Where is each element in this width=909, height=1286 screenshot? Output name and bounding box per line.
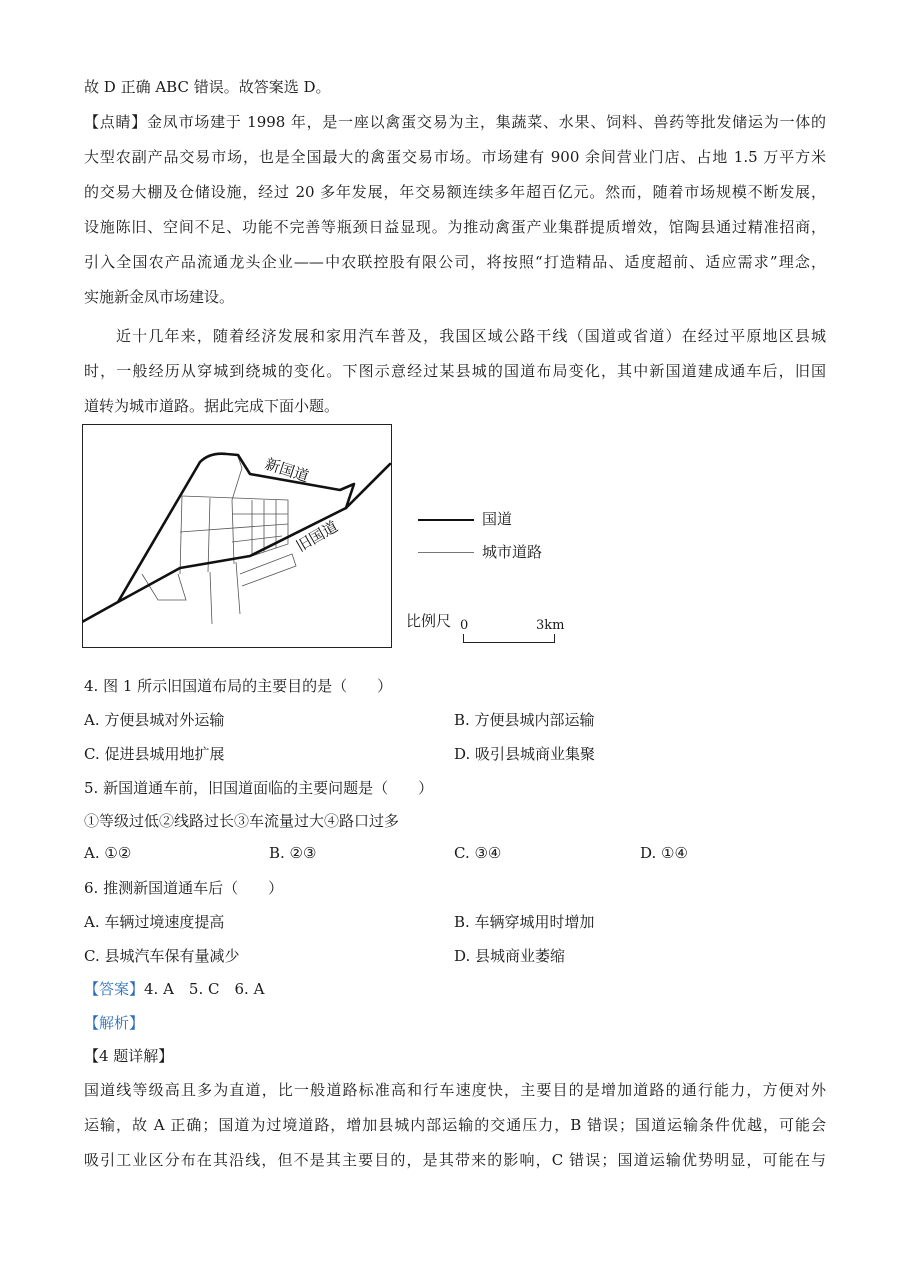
dianjing-tag: 【点睛】	[84, 113, 148, 131]
city-roads	[142, 454, 296, 624]
city-road	[236, 562, 240, 614]
q6-option-a: A. 车辆过境速度提高	[84, 913, 225, 931]
city-road-swatch	[418, 552, 474, 553]
q5-option-a: A. ①②	[84, 844, 132, 862]
city-road	[232, 500, 234, 564]
question-6-stem: 6. 推测新国道通车后（ ）	[84, 879, 284, 897]
intro-line-1: 近十几年来，随着经济发展和家用汽车普及，我国区域公路干线（国道或省道）在经过平原地区县城	[116, 327, 826, 345]
county-road-map	[82, 424, 392, 648]
city-road	[210, 572, 212, 624]
answer-line	[84, 978, 264, 999]
city-road	[180, 496, 182, 574]
dianjing-line-4: 设施陈旧、空间不足、功能不完善等瓶颈日益显现。为推动禽蛋产业集群提质增效，馆陶县通过精准招商，	[84, 218, 826, 236]
dianjing-line-1	[84, 111, 826, 132]
city-road	[208, 498, 210, 572]
answer-tag: 【答案】	[84, 980, 145, 998]
detail-line-2: 运输，故 A 正确；国道为过境道路，增加县城内部运输的交通压力，B 错误；国道运输条件优越，可能会	[84, 1116, 826, 1134]
q4-option-c: C. 促进县城用地扩展	[84, 745, 225, 763]
detail-line-1: 国道线等级高且多为直道，比一般道路标准高和行车速度快，主要目的是增加道路的通行能力，方便对外	[84, 1081, 826, 1099]
city-road	[180, 524, 288, 532]
dianjing-line-5: 引入全国农产品流通龙头企业——中农联控股有限公司，将按照“打造精品、适度超前、适应需求”理念，	[84, 253, 826, 271]
q4-option-d: D. 吸引县城商业集聚	[454, 745, 596, 763]
city-road	[182, 496, 288, 556]
q5-option-d: D. ①④	[640, 844, 688, 862]
q6-option-d: D. 县城商业萎缩	[454, 947, 566, 965]
scale-label: 比例尺	[406, 612, 452, 630]
previous-answer-conclusion: 故 D 正确 ABC 错误。故答案选 D。	[84, 78, 331, 96]
question-5-stem: 5. 新国道通车前，旧国道面临的主要问题是（ ）	[84, 779, 434, 797]
q4-option-a: A. 方便县城对外运输	[84, 711, 225, 729]
q5-option-b: B. ②③	[269, 844, 317, 862]
question-4-stem: 4. 图 1 所示旧国道布局的主要目的是（ ）	[84, 677, 393, 695]
city-road	[240, 554, 296, 586]
city-road-legend-label: 城市道路	[482, 543, 543, 561]
detail-tag: 【4 题详解】	[84, 1047, 174, 1065]
answer-text: 4. A 5. C 6. A	[144, 980, 265, 998]
scale-bar	[463, 634, 555, 643]
q6-option-c: C. 县城汽车保有量减少	[84, 947, 240, 965]
map-frame	[83, 425, 392, 648]
scale-end: 3km	[536, 618, 565, 633]
q6-option-b: B. 车辆穿城用时增加	[454, 913, 595, 931]
new-road-label: 新国道	[262, 454, 312, 486]
national-roads	[82, 454, 390, 622]
dianjing-line-2: 大型农副产品交易市场，也是全国最大的禽蛋交易市场。市场建有 900 余间营业门店、占地 1.5 万平方米	[84, 148, 826, 166]
map-svg	[82, 424, 392, 648]
city-road	[232, 536, 282, 542]
detail-line-3: 吸引工业区分布在其沿线，但不是其主要目的，是其带来的影响，C 错误；国道运输优势明显，可能在与	[84, 1151, 826, 1169]
question-5-items: ①等级过低②线路过长③车流量过大④路口过多	[84, 812, 400, 830]
national-road-swatch	[418, 519, 474, 521]
intro-line-2: 时，一般经历从穿城到绕城的变化。下图示意经过某县城的国道布局变化，其中新国道建成通车后，旧国	[84, 362, 826, 380]
dianjing-text: 金凤市场建于 1998 年，是一座以禽蛋交易为主，集蔬菜、水果、饲料、兽药等批发储运为一体的	[147, 113, 826, 131]
intro-line-3: 道转为城市道路。据此完成下面小题。	[84, 397, 340, 415]
analysis-tag: 【解析】	[84, 1014, 145, 1032]
q4-option-b: B. 方便县城内部运输	[454, 711, 595, 729]
q5-option-c: C. ③④	[454, 844, 502, 862]
dianjing-line-3: 的交易大棚及仓储设施，经过 20 多年发展，年交易额连续多年超百亿元。然而，随着市场规模不断发展，	[84, 183, 826, 201]
dianjing-line-6: 实施新金凤市场建设。	[84, 288, 235, 306]
national-road-legend-label: 国道	[482, 510, 513, 528]
old-road-label: 旧国道	[293, 517, 341, 556]
scale-zero: 0	[460, 618, 469, 633]
